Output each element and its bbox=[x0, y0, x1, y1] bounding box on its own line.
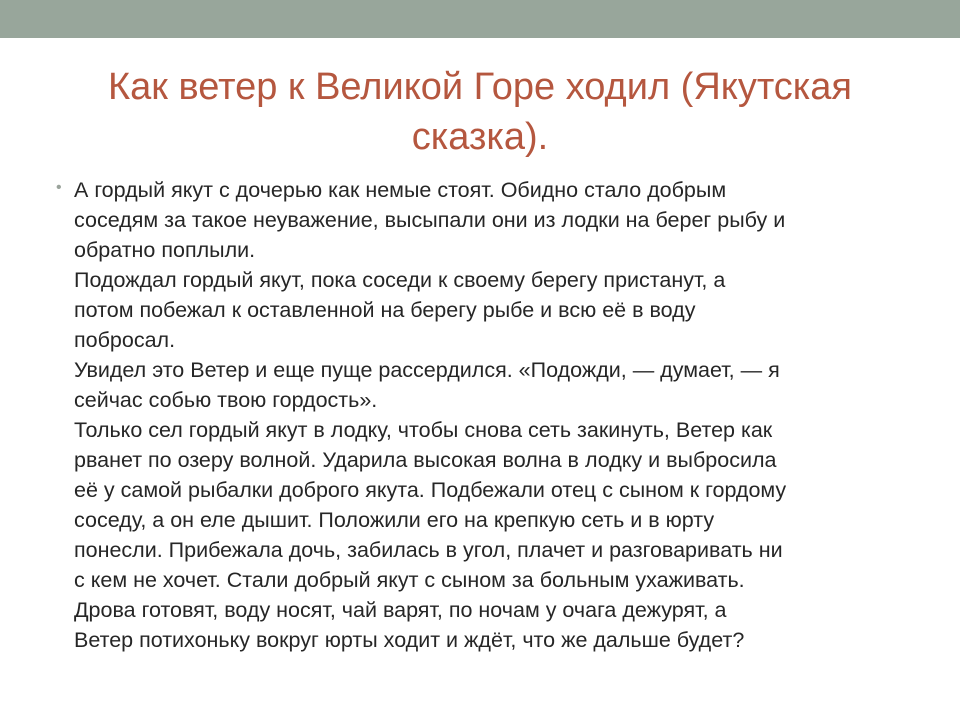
body-line: Дрова готовят, воду носят, чай варят, по ночам у очага дежурят, а bbox=[74, 598, 727, 622]
body-line: Подождал гордый якут, пока соседи к своему берегу пристанут, а bbox=[74, 268, 726, 292]
title-line: Как ветер к Великой Горе ходил (Якутская bbox=[108, 66, 852, 108]
body-line: потом побежал к оставленной на берегу рыбе и всю её в воду bbox=[74, 298, 696, 322]
title-line: сказка). bbox=[411, 116, 549, 158]
body-text bbox=[74, 175, 906, 655]
body-line: Ветер потихоньку вокруг юрты ходит и ждёт, что же дальше будет? bbox=[74, 628, 745, 652]
body-line: соседям за такое неуважение, высыпали они из лодки на берег рыбу и bbox=[74, 208, 786, 232]
body-line: сейчас собью твою гордость». bbox=[74, 388, 378, 412]
body-line: А гордый якут с дочерью как немые стоят. Обидно стало добрым bbox=[74, 178, 727, 202]
top-bar bbox=[0, 0, 960, 38]
body-line: Увидел это Ветер и еще пуще рассердился. «Подожди, — думает, — я bbox=[74, 358, 780, 382]
body-line: понесли. Прибежала дочь, забилась в угол, плачет и разговаривать ни bbox=[74, 538, 783, 562]
slide-title bbox=[100, 62, 860, 162]
body-line: с кем не хочет. Стали добрый якут с сыном за больным ухаживать. bbox=[74, 568, 745, 592]
body-line: её у самой рыбалки доброго якута. Подбежали отец с сыном к гордому bbox=[74, 478, 787, 502]
body-line: Только сел гордый якут в лодку, чтобы снова сеть закинуть, Ветер как bbox=[74, 418, 773, 442]
bullet-icon: • bbox=[56, 179, 62, 196]
body-line: рванет по озеру волной. Ударила высокая волна в лодку и выбросила bbox=[74, 448, 777, 472]
body-line: обратно поплыли. bbox=[74, 238, 256, 262]
body-line: соседу, а он еле дышит. Положили его на крепкую сеть и в юрту bbox=[74, 508, 715, 532]
body-line: побросал. bbox=[74, 328, 176, 352]
